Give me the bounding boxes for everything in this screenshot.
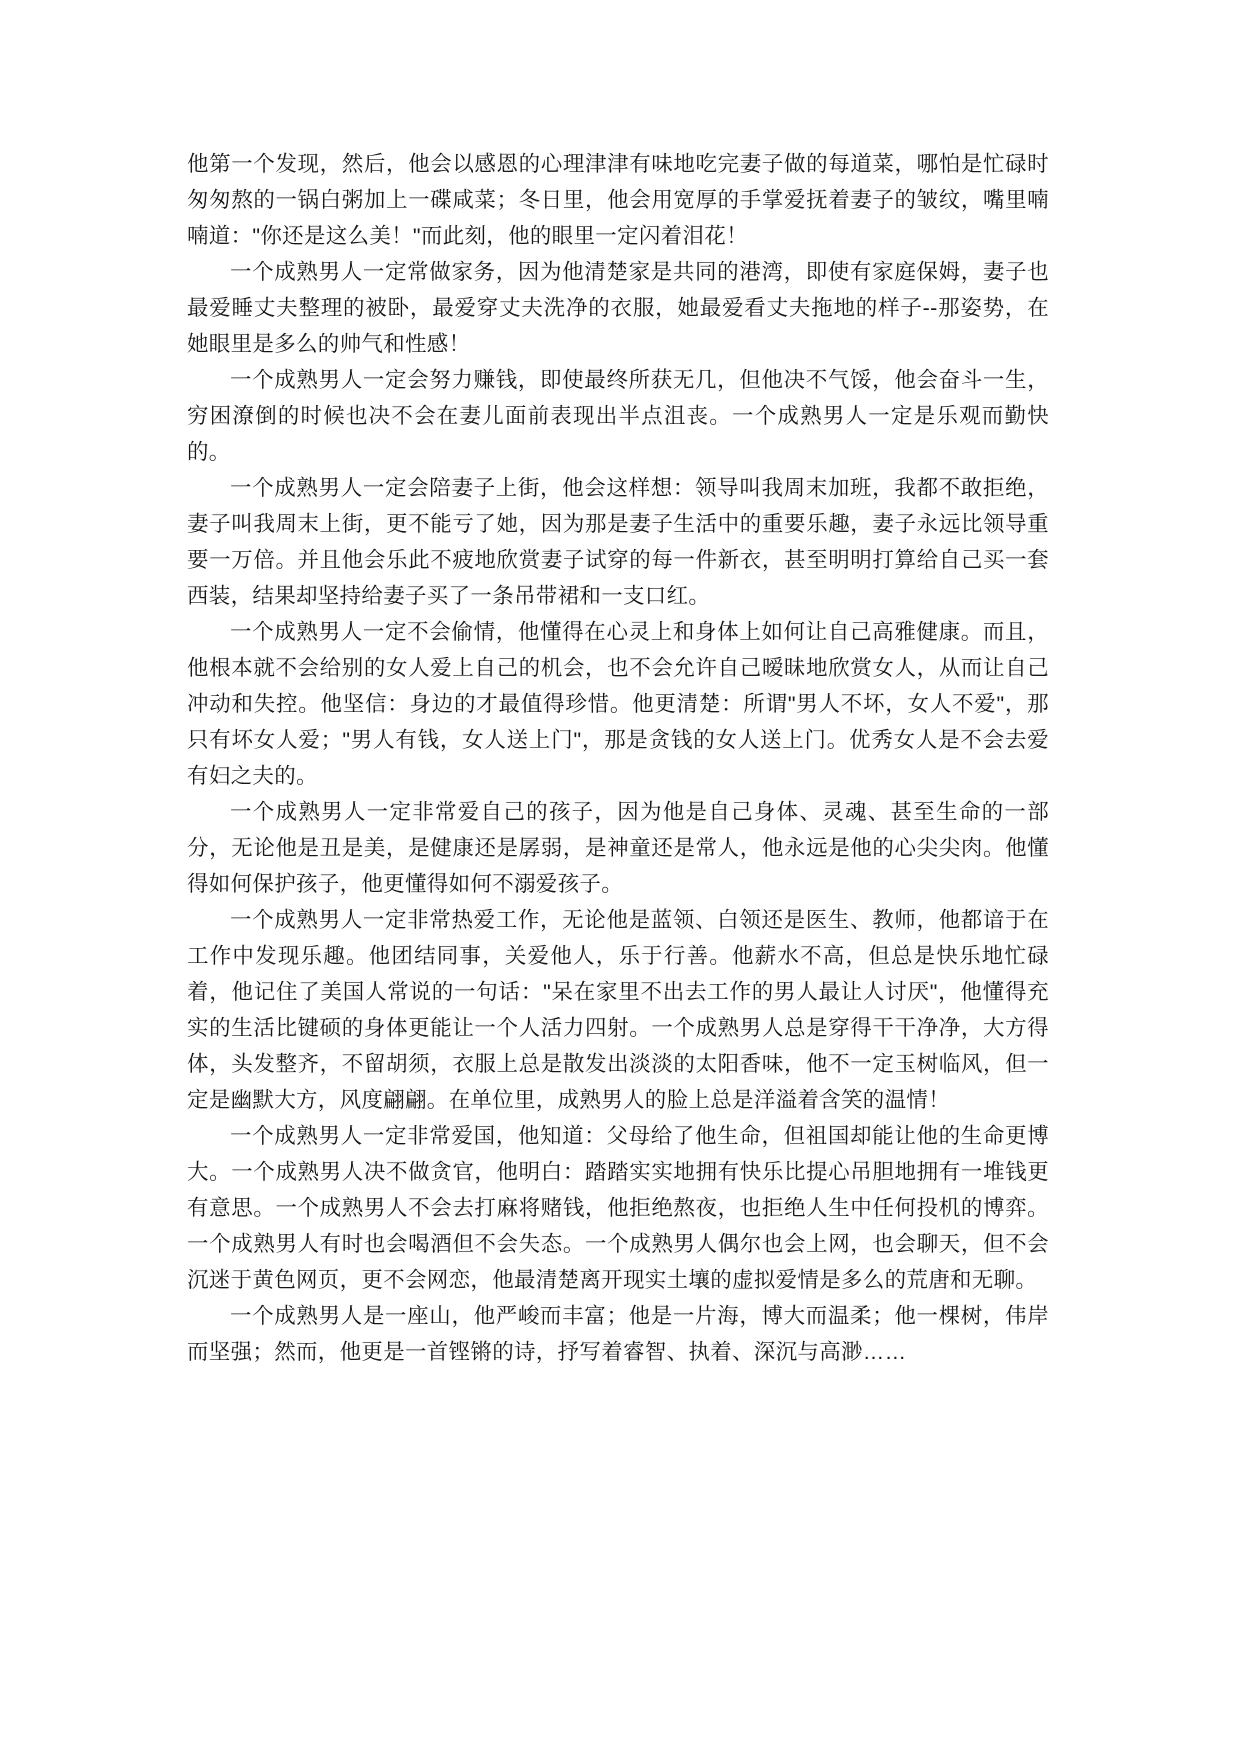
- paragraph-1: 他第一个发现，然后，他会以感恩的心理津津有味地吃完妻子做的每道菜，哪怕是忙碌时匆匆熬的一锅白粥加上一碟咸菜；冬日里，他会用宽厚的手掌爱抚着妻子的皱纹，嘴里喃喃道："你还是这么美！"而此刻，他的眼里一定闪着泪花！: [187, 152, 1049, 248]
- paragraph-3: 一个成熟男人一定会努力赚钱，即使最终所获无几，但他决不气馁，他会奋斗一生，穷困潦倒的时候也决不会在妻儿面前表现出半点沮丧。一个成熟男人一定是乐观而勤快的。: [187, 368, 1049, 464]
- paragraph-7: 一个成熟男人一定非常热爱工作，无论他是蓝领、白领还是医生、教师，他都谙于在工作中发现乐趣。他团结同事，关爱他人，乐于行善。他薪水不高，但总是快乐地忙碌着，他记住了美国人常说的一句话："呆在家里不出去工作的男人最让人讨厌"，他懂得充实的生活比键硕的身体更能让一个人活力四射。一个成熟男人总是穿得干干净净，大方得体，头发整齐，不留胡须，衣服上总是散发出淡淡的太阳香味，他不一定玉树临风，但一定是幽默大方，风度翩翩。在单位里，成熟男人的脸上总是洋溢着含笑的温情！: [187, 908, 1049, 1112]
- text-content: [187, 146, 1049, 1370]
- paragraph-2: 一个成熟男人一定常做家务，因为他清楚家是共同的港湾，即使有家庭保姆，妻子也最爱睡丈夫整理的被卧，最爱穿丈夫洗净的衣服，她最爱看丈夫拖地的样子--那姿势，在她眼里是多么的帅气和性感！: [187, 260, 1049, 356]
- paragraph-9: 一个成熟男人是一座山，他严峻而丰富；他是一片海，博大而温柔；他一棵树，伟岸而坚强；然而，他更是一首铿锵的诗，抒写着睿智、执着、深沉与高渺……: [187, 1304, 1049, 1364]
- paragraph-4: 一个成熟男人一定会陪妻子上街，他会这样想：领导叫我周末加班，我都不敢拒绝，妻子叫我周末上街，更不能亏了她，因为那是妻子生活中的重要乐趣，妻子永远比领导重要一万倍。并且他会乐此不疲地欣赏妻子试穿的每一件新衣，甚至明明打算给自己买一套西装，结果却坚持给妻子买了一条吊带裙和一支口红。: [187, 476, 1049, 608]
- paragraph-8: 一个成熟男人一定非常爱国，他知道：父母给了他生命，但祖国却能让他的生命更博大。一个成熟男人决不做贪官，他明白：踏踏实实地拥有快乐比提心吊胆地拥有一堆钱更有意思。一个成熟男人不会去打麻将赌钱，他拒绝熬夜，也拒绝人生中任何投机的博弈。一个成熟男人有时也会喝酒但不会失态。一个成熟男人偶尔也会上网，也会聊天，但不会沉迷于黄色网页，更不会网恋，他最清楚离开现实土壤的虚拟爱情是多么的荒唐和无聊。: [187, 1124, 1049, 1292]
- paragraph-5: 一个成熟男人一定不会偷情，他懂得在心灵上和身体上如何让自己高雅健康。而且，他根本就不会给别的女人爱上自己的机会，也不会允许自己暧昧地欣赏女人，从而让自己冲动和失控。他坚信：身边的才最值得珍惜。他更清楚：所谓"男人不坏，女人不爱"，那只有坏女人爱；"男人有钱，女人送上门"，那是贪钱的女人送上门。优秀女人是不会去爱有妇之夫的。: [187, 620, 1049, 788]
- paragraph-6: 一个成熟男人一定非常爱自己的孩子，因为他是自己身体、灵魂、甚至生命的一部分，无论他是丑是美，是健康还是孱弱，是神童还是常人，他永远是他的心尖尖肉。他懂得如何保护孩子，他更懂得如何不溺爱孩子。: [187, 800, 1049, 896]
